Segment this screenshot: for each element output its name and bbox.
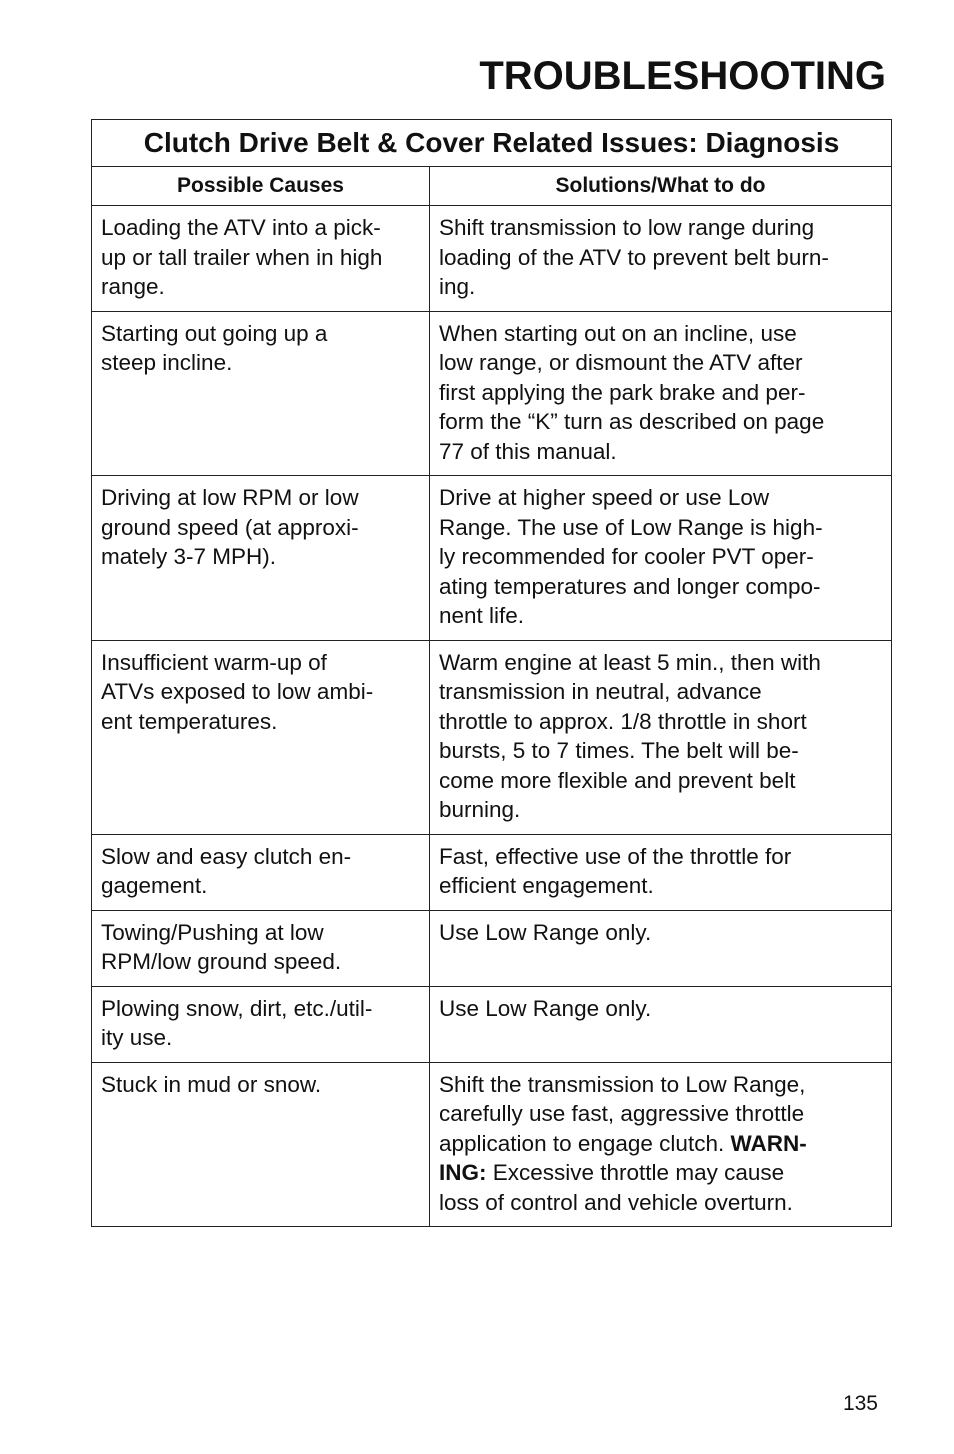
cause-cell [92, 834, 430, 910]
table-row [92, 986, 892, 1062]
solution-line: application to engage clutch. [439, 1130, 731, 1156]
cause-cell [92, 986, 430, 1062]
solution-line: form the “K” turn as described on page [439, 409, 825, 434]
solution-line: first applying the park brake and per- [439, 379, 806, 405]
cause-line: Towing/Pushing at low [101, 919, 324, 945]
table-row [92, 640, 892, 834]
cause-line: Insufficient warm-up of [101, 649, 327, 675]
cause-line: up or tall trailer when in high [101, 244, 383, 270]
solution-line: burning. [439, 797, 521, 822]
cause-cell [92, 640, 430, 834]
solution-line: nent life. [439, 603, 525, 628]
cause-line: Slow and easy clutch en- [101, 843, 352, 869]
diagnosis-table [91, 119, 892, 1227]
column-header-causes: Possible Causes [92, 167, 430, 206]
cause-line: ATVs exposed to low ambi- [101, 679, 374, 704]
cause-line: Stuck in mud or snow. [101, 1071, 322, 1097]
solution-cell [430, 986, 892, 1062]
solution-cell [430, 834, 892, 910]
cause-line: gagement. [101, 873, 208, 898]
page-title: TROUBLESHOOTING [479, 54, 886, 98]
page-number: 135 [842, 1392, 878, 1415]
cause-cell [92, 476, 430, 641]
column-header-row [92, 167, 892, 206]
cause-line: Starting out going up a [101, 320, 328, 346]
cause-cell [92, 910, 430, 986]
warning-label: WARN- [730, 1130, 807, 1156]
solution-line: Drive at higher speed or use Low [439, 485, 770, 510]
cause-cell [92, 311, 430, 476]
cause-cell [92, 206, 430, 312]
solution-cell [430, 1062, 892, 1227]
solution-line: transmission in neutral, advance [439, 679, 762, 704]
solution-line: ing. [439, 274, 476, 299]
cause-line: steep incline. [101, 350, 233, 375]
table-row [92, 834, 892, 910]
solution-line: ating temperatures and longer compo- [439, 573, 821, 599]
solution-line: ly recommended for cooler PVT oper- [439, 544, 814, 569]
column-header-solutions: Solutions/What to do [430, 167, 892, 206]
solution-line: come more flexible and prevent belt [439, 767, 796, 793]
cause-line: RPM/low ground speed. [101, 949, 342, 974]
cause-line: mately 3-7 MPH). [101, 544, 277, 569]
solution-line: When starting out on an incline, use [439, 320, 797, 346]
solution-line: loss of control and vehicle overturn. [439, 1189, 793, 1215]
solution-cell [430, 910, 892, 986]
solution-line: Use Low Range only. [439, 995, 652, 1021]
table-row [92, 1062, 892, 1227]
solution-line: Range. The use of Low Range is high- [439, 514, 823, 540]
cause-cell [92, 1062, 430, 1227]
cause-line: Loading the ATV into a pick- [101, 215, 381, 240]
solution-cell [430, 640, 892, 834]
table-title-row [92, 120, 892, 167]
table-row [92, 476, 892, 641]
cause-line: Driving at low RPM or low [101, 485, 359, 510]
cause-line: Plowing snow, dirt, etc./util- [101, 995, 373, 1021]
table-row [92, 206, 892, 312]
solution-line: Warm engine at least 5 min., then with [439, 649, 821, 675]
solution-line: Use Low Range only. [439, 919, 652, 945]
solution-cell [430, 206, 892, 312]
solution-cell [430, 476, 892, 641]
cause-line: ground speed (at approxi- [101, 514, 359, 540]
table-title: Clutch Drive Belt & Cover Related Issues: Diagnosis [92, 120, 892, 167]
solution-line: Shift the transmission to Low Range, [439, 1071, 806, 1097]
solution-line: throttle to approx. 1/8 throttle in short [439, 708, 807, 734]
solution-line: 77 of this manual. [439, 438, 617, 464]
warning-label: ING: [439, 1160, 487, 1185]
table-row [92, 311, 892, 476]
table-row [92, 910, 892, 986]
solution-line: Fast, effective use of the throttle for [439, 843, 792, 869]
solution-cell [430, 311, 892, 476]
solution-line: Shift transmission to low range during [439, 215, 815, 240]
solution-line: Excessive throttle may cause [486, 1160, 785, 1185]
cause-line: ent temperatures. [101, 708, 278, 734]
cause-line: ity use. [101, 1025, 173, 1050]
cause-line: range. [101, 274, 165, 299]
solution-line: loading of the ATV to prevent belt burn- [439, 244, 829, 270]
solution-line: low range, or dismount the ATV after [439, 350, 803, 375]
solution-line: bursts, 5 to 7 times. The belt will be- [439, 738, 799, 763]
solution-line: carefully use fast, aggressive throttle [439, 1101, 805, 1126]
solution-line: efficient engagement. [439, 873, 654, 898]
